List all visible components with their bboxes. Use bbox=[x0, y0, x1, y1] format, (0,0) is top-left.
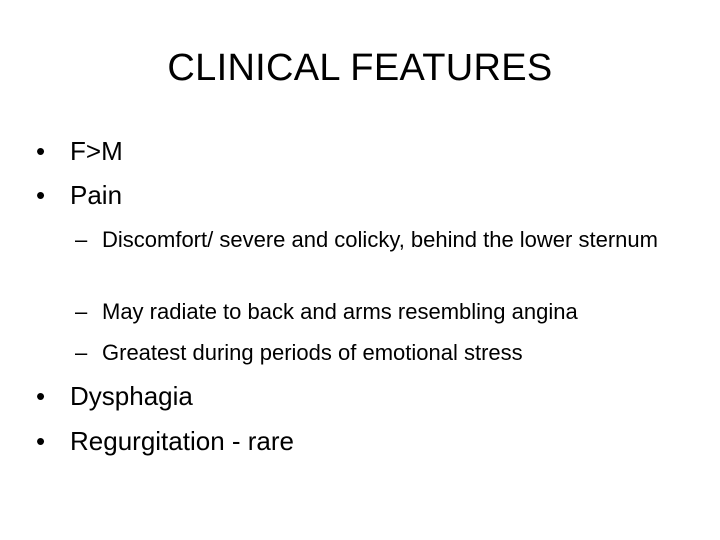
sub-bullet-item bbox=[75, 338, 675, 368]
sub-bullet-dash: – bbox=[75, 227, 88, 252]
sub-bullet-dash: – bbox=[75, 340, 88, 365]
bullet-item bbox=[36, 426, 294, 456]
bullet-text: Regurgitation - rare bbox=[70, 426, 294, 456]
bullet-dot: • bbox=[36, 426, 46, 456]
sub-bullet-text: Greatest during periods of emotional stress bbox=[102, 340, 523, 365]
sub-bullet-text: Discomfort/ severe and colicky, behind the lower sternum bbox=[102, 227, 658, 252]
bullet-dot: • bbox=[36, 136, 46, 166]
sub-bullet-text: May radiate to back and arms resembling angina bbox=[102, 299, 578, 324]
bullet-text: Dysphagia bbox=[70, 381, 193, 411]
sub-bullet-item bbox=[75, 225, 675, 255]
bullet-item bbox=[36, 381, 193, 411]
bullet-dot: • bbox=[36, 180, 46, 210]
bullet-dot: • bbox=[36, 381, 46, 411]
bullet-text: F>M bbox=[70, 136, 123, 166]
sub-bullet-dash: – bbox=[75, 299, 88, 324]
slide-title: CLINICAL FEATURES bbox=[167, 47, 553, 89]
bullet-item bbox=[36, 180, 122, 210]
bullet-text: Pain bbox=[70, 180, 123, 210]
sub-bullet-item bbox=[75, 297, 675, 327]
bullet-item bbox=[36, 136, 123, 166]
